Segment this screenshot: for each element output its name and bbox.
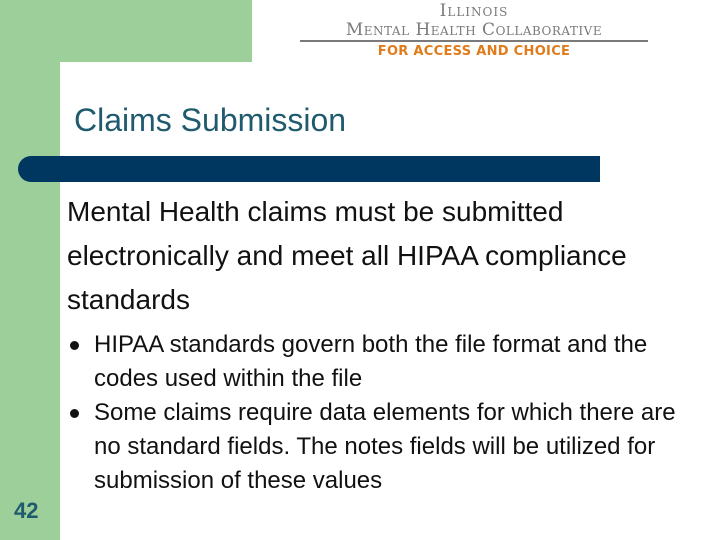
bullet-text: Some claims require data elements for which there are no standard fields. The notes fields will be utilized for submission of these values: [94, 399, 676, 494]
logo-line-collaborative: Mental Health Collaborative: [345, 20, 603, 40]
left-green-bar: [0, 0, 60, 540]
title-divider-bar: [18, 156, 600, 182]
logo-tagline: FOR ACCESS AND CHOICE: [377, 44, 571, 59]
collaborative-logo: [298, 0, 650, 64]
bullet-text: HIPAA standards govern both the file format and the codes used within the file: [94, 331, 648, 392]
top-green-block: [0, 0, 252, 62]
logo-line-illinois: Illinois: [439, 1, 509, 21]
page-number: 42: [14, 498, 39, 523]
logo-rule: [300, 40, 648, 42]
bullet-dot-icon: [70, 341, 79, 350]
slide-title: Claims Submission: [74, 102, 347, 138]
bullet-list: [67, 328, 707, 498]
main-statement: Mental Health claims must be submitted electronically and meet all HIPAA compliance standards: [67, 196, 627, 315]
bullet-dot-icon: [70, 409, 79, 418]
bullet-item: [67, 328, 707, 396]
bullet-item: [67, 396, 707, 498]
